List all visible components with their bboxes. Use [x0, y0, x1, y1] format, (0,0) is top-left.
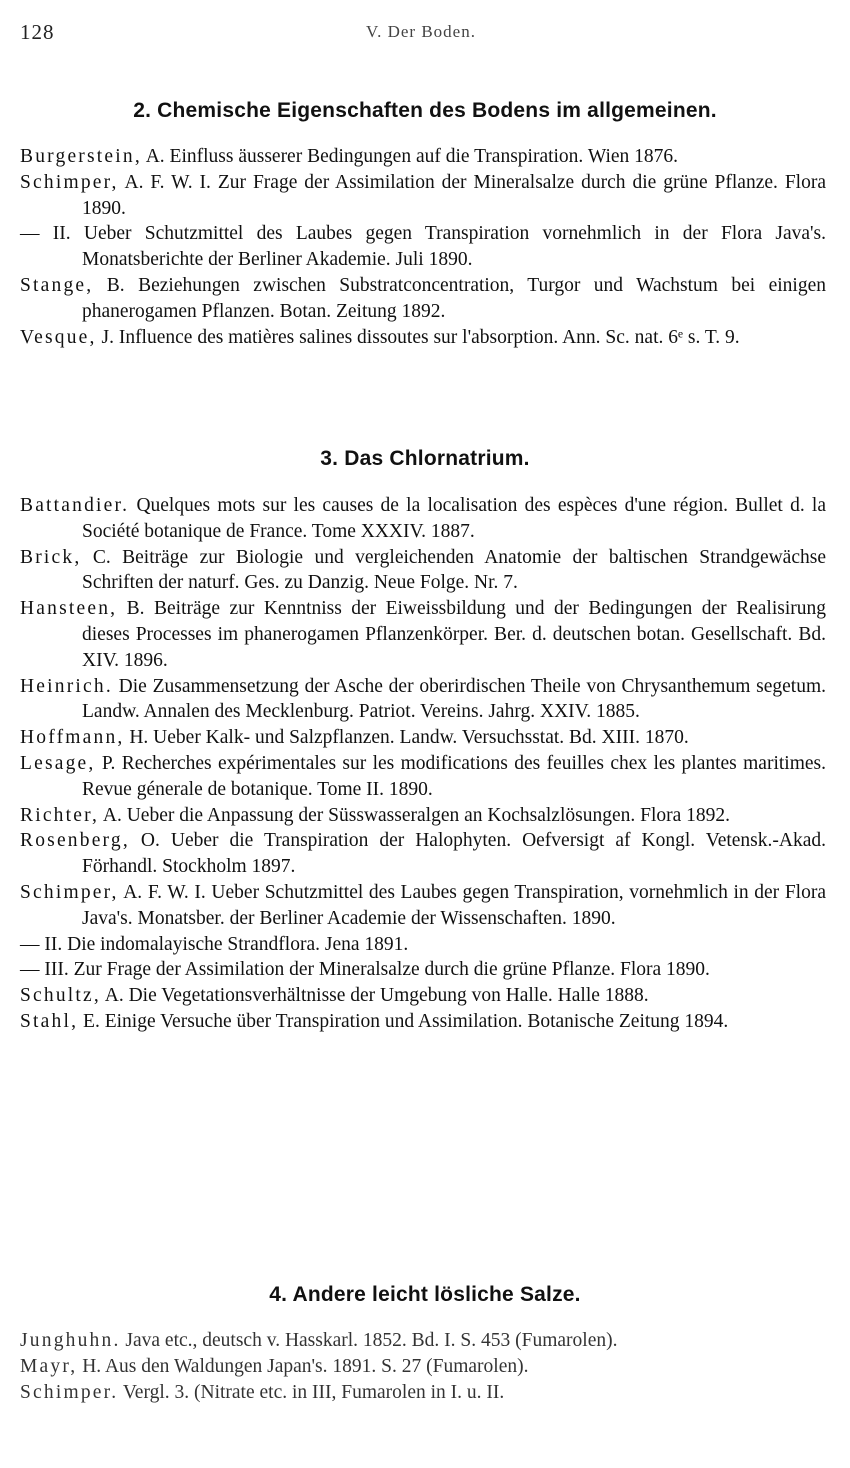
reference-entry	[20, 957, 826, 983]
reference-author: Stahl,	[20, 1010, 79, 1032]
reference-text: Vergl. 3. (Nitrate etc. in III, Fumarolen in I. u. II.	[118, 1381, 505, 1403]
reference-text: Die Zusammensetzung der Asche der oberirdischen Theile von Chrysanthemum segetum. Landw. Annalen des Mecklenburg. Patriot. Vereins. Jahrg. XXIV. 1885.	[82, 675, 826, 723]
reference-text: — II. Die indomalayische Strandflora. Jena 1891.	[20, 933, 409, 955]
reference-text: — III. Zur Frage der Assimilation der Mineralsalze durch die grüne Pflanze. Flora 1890.	[20, 959, 710, 981]
reference-text: C. Beiträge zur Biologie und vergleichenden Anatomie der baltischen Strandgewächse Schriften der naturf. Ges. zu Danzig. Neue Folge. Nr. 7.	[81, 546, 826, 594]
reference-author: Heinrich.	[20, 675, 113, 697]
reference-entry	[20, 144, 826, 170]
section-title-4: 4. Andere leicht lösliche Salze.	[269, 1283, 581, 1306]
reference-entry	[20, 803, 826, 829]
reference-author: Stange,	[20, 274, 94, 296]
reference-entry	[20, 493, 826, 545]
reference-text: B. Beiträge zur Kenntniss der Eiweissbildung und der Bedingungen der Realisirung dieses Processes im phanerogamen Pflanzenkörper. Ber. d. deutschen botan. Gesellschaft. Bd. XIV. 1896.	[82, 598, 826, 671]
reference-entry	[20, 273, 826, 325]
reference-entry	[20, 545, 826, 597]
reference-entry	[20, 325, 826, 351]
section-title-3: 3. Das Chlornatrium.	[320, 447, 530, 470]
reference-entry	[20, 880, 826, 932]
reference-text: B. Beziehungen zwischen Substratconcentration, Turgor und Wachstum bei einigen phanerogamen Pflanzen. Botan. Zeitung 1892.	[82, 274, 826, 322]
reference-entry	[20, 751, 826, 803]
reference-entry	[20, 1009, 826, 1035]
reference-text: H. Ueber Kalk- und Salzpflanzen. Landw. Versuchsstat. Bd. XIII. 1870.	[124, 727, 689, 749]
reference-entry	[20, 932, 826, 958]
reference-text: Quelques mots sur les causes de la localisation des espèces d'une région. Bullet d. la Société botanique de France. Tome XXXIV. 1887.	[82, 495, 826, 542]
reference-author: Schimper,	[20, 881, 119, 903]
reference-entry	[20, 828, 826, 880]
reference-author: Mayr,	[20, 1355, 78, 1377]
reference-author: Hoffmann,	[20, 727, 125, 749]
reference-entry	[20, 596, 826, 673]
reference-text: H. Aus den Waldungen Japan's. 1891. S. 27 (Fumarolen).	[77, 1355, 529, 1377]
reference-entry	[20, 725, 826, 751]
reference-entry	[20, 1354, 826, 1380]
reference-text: Java etc., deutsch v. Hasskarl. 1852. Bd. I. S. 453 (Fumarolen).	[120, 1330, 618, 1351]
reference-entry	[20, 1328, 826, 1354]
section-title-2: 2. Chemische Eigenschaften des Bodens im allgemeinen.	[133, 99, 717, 122]
reference-author: Junghuhn.	[20, 1330, 121, 1351]
reference-text: A. Einfluss äusserer Bedingungen auf die Transpiration. Wien 1876.	[141, 146, 679, 167]
reference-text: — II. Ueber Schutzmittel des Laubes gegen Transpiration vornehmlich in der Flora Java's. Monatsberichte der Berliner Akademie. Juli 1890.	[20, 223, 826, 271]
reference-entry	[20, 170, 826, 222]
reference-entry	[20, 221, 826, 273]
reference-entry	[20, 983, 826, 1009]
reference-author: Rosenberg,	[20, 830, 130, 852]
running-head: V. Der Boden.	[366, 22, 476, 41]
reference-author: Schultz,	[20, 985, 101, 1007]
page-number: 128	[20, 20, 55, 44]
reference-author: Schimper,	[20, 171, 119, 193]
reference-text: A. F. W. I. Zur Frage der Assimilation der Mineralsalze durch die grüne Pflanze. Flora 1890.	[82, 171, 826, 219]
reference-author: Schimper.	[20, 1381, 119, 1403]
page-header	[20, 20, 822, 50]
reference-text: E. Einige Versuche über Transpiration und Assimilation. Botanische Zeitung 1894.	[78, 1010, 729, 1032]
reference-text: A. Ueber die Anpassung der Süsswasseralgen an Kochsalzlösungen. Flora 1892.	[99, 804, 731, 826]
reference-author: Richter,	[20, 804, 100, 826]
reference-text: A. Die Vegetationsverhältnisse der Umgebung von Halle. Halle 1888.	[100, 985, 649, 1007]
reference-author: Hansteen,	[20, 598, 118, 620]
reference-list-2	[20, 144, 826, 350]
reference-list-4	[20, 1328, 826, 1405]
reference-text: P. Recherches expérimentales sur les modifications des feuilles chex les plantes maritimes. Revue génerale de botanique. Tome II. 1890.	[82, 752, 826, 800]
reference-author: Burgerstein,	[20, 146, 142, 167]
reference-author: Lesage,	[20, 752, 96, 774]
reference-author: Battandier.	[20, 495, 130, 516]
reference-text: J. Influence des matières salines dissoutes sur l'absorption. Ann. Sc. nat. 6ᵉ s. T. 9.	[96, 326, 740, 348]
reference-author: Vesque,	[20, 326, 97, 348]
reference-text: A. F. W. I. Ueber Schutzmittel des Laubes gegen Transpiration, vornehmlich in der Flora Java's. Monatsber. der Berliner Academie der Wissenschaften. 1890.	[82, 881, 826, 929]
reference-text: O. Ueber die Transpiration der Halophyten. Oefversigt af Kongl. Vetensk.-Akad. Förhandl. Stockholm 1897.	[82, 830, 826, 878]
reference-entry	[20, 1380, 826, 1406]
reference-author: Brick,	[20, 546, 82, 568]
reference-entry	[20, 674, 826, 726]
reference-list-3	[20, 493, 826, 1035]
